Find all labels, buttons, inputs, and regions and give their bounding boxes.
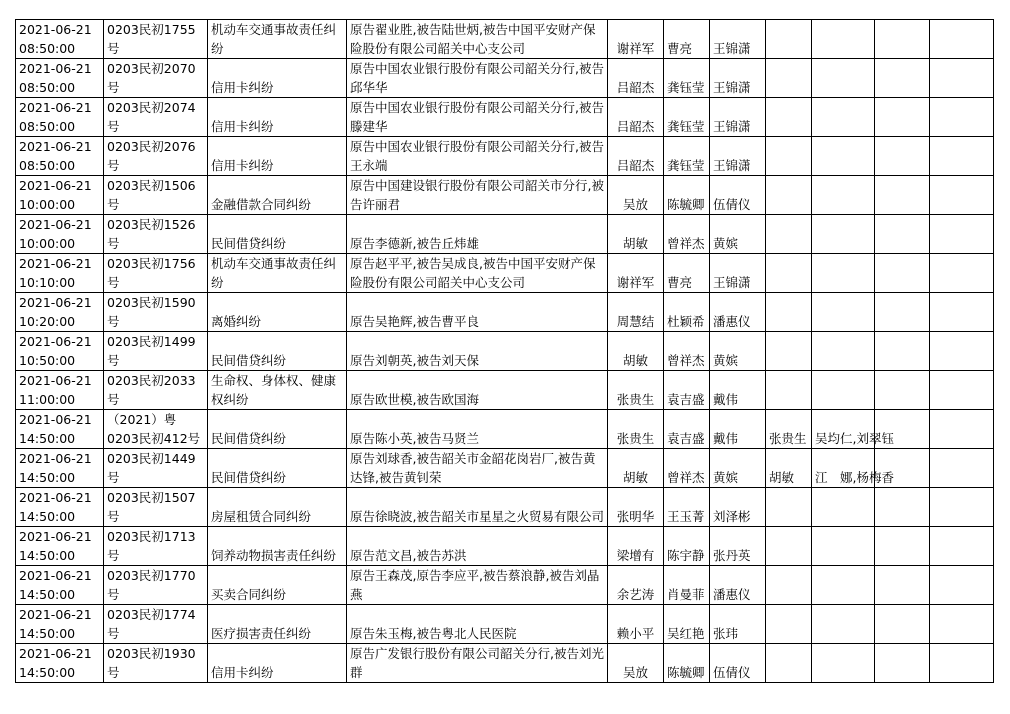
extra-note [875, 176, 930, 215]
hearing-date: 2021-06-21 [19, 529, 92, 544]
extra-note [875, 137, 930, 176]
case-number: 0203民初1756 号 [104, 254, 208, 293]
hearing-datetime [16, 410, 104, 449]
court-clerk: 黄嫔 [710, 215, 766, 254]
table-row [16, 137, 994, 176]
case-cause: 民间借贷纠纷 [208, 215, 347, 254]
presiding-judge: 谢祥军 [608, 254, 664, 293]
table-row [16, 215, 994, 254]
empty-cell [930, 644, 994, 683]
case-cause: 房屋租赁合同纠纷 [208, 488, 347, 527]
extra-judge [766, 488, 812, 527]
case-cause: 信用卡纠纷 [208, 98, 347, 137]
case-number: 0203民初1774 号 [104, 605, 208, 644]
hearing-date: 2021-06-21 [19, 334, 92, 349]
hearing-time: 14:50:00 [19, 626, 76, 641]
hearing-time: 10:20:00 [19, 314, 76, 329]
hearing-date: 2021-06-21 [19, 217, 92, 232]
judge-assistant: 曾祥杰 [664, 449, 710, 488]
judge-assistant: 陈毓卿 [664, 644, 710, 683]
hearing-time: 14:50:00 [19, 587, 76, 602]
presiding-judge: 胡敏 [608, 215, 664, 254]
table-row [16, 566, 994, 605]
case-parties: 原告中国农业银行股份有限公司韶关分行,被告邱华华 [347, 59, 608, 98]
case-cause: 信用卡纠纷 [208, 137, 347, 176]
table-row [16, 98, 994, 137]
hearing-datetime [16, 332, 104, 371]
hearing-date: 2021-06-21 [19, 139, 92, 154]
extra-judge [766, 137, 812, 176]
court-clerk: 伍倩仪 [710, 176, 766, 215]
hearing-time: 14:50:00 [19, 665, 76, 680]
hearing-date: 2021-06-21 [19, 490, 92, 505]
empty-cell [930, 410, 994, 449]
extra-judge [766, 605, 812, 644]
presiding-judge: 余艺涛 [608, 566, 664, 605]
case-cause: 信用卡纠纷 [208, 59, 347, 98]
hearing-date: 2021-06-21 [19, 295, 92, 310]
extra-jurors [812, 644, 875, 683]
judge-assistant: 陈毓卿 [664, 176, 710, 215]
hearing-time: 10:50:00 [19, 353, 76, 368]
empty-cell [930, 137, 994, 176]
extra-judge [766, 644, 812, 683]
hearing-datetime [16, 254, 104, 293]
judge-assistant: 曾祥杰 [664, 215, 710, 254]
hearing-datetime [16, 644, 104, 683]
case-cause: 饲养动物损害责任纠纷 [208, 527, 347, 566]
case-parties: 原告刘球香,被告韶关市金韶花岗岩厂,被告黄达锋,被告黄钊荣 [347, 449, 608, 488]
hearing-datetime [16, 59, 104, 98]
court-clerk: 王锦潇 [710, 59, 766, 98]
hearing-date: 2021-06-21 [19, 568, 92, 583]
case-parties: 原告中国农业银行股份有限公司韶关分行,被告王永端 [347, 137, 608, 176]
judge-assistant: 肖曼菲 [664, 566, 710, 605]
empty-cell [930, 293, 994, 332]
extra-note [875, 371, 930, 410]
table-row [16, 20, 994, 59]
extra-judge [766, 176, 812, 215]
hearing-datetime [16, 176, 104, 215]
judge-assistant: 陈宇静 [664, 527, 710, 566]
table-row [16, 527, 994, 566]
empty-cell [930, 254, 994, 293]
hearing-date: 2021-06-21 [19, 178, 92, 193]
case-parties: 原告欧世模,被告欧国海 [347, 371, 608, 410]
extra-judge: 张贵生 [766, 410, 812, 449]
extra-note [875, 59, 930, 98]
case-number: 0203民初2070 号 [104, 59, 208, 98]
case-parties: 原告王森茂,原告李应平,被告蔡浪静,被告刘晶燕 [347, 566, 608, 605]
empty-cell [930, 527, 994, 566]
hearing-date: 2021-06-21 [19, 100, 92, 115]
table-row [16, 59, 994, 98]
case-parties: 原告陈小英,被告马贤兰 [347, 410, 608, 449]
presiding-judge: 吴放 [608, 176, 664, 215]
hearing-date: 2021-06-21 [19, 412, 92, 427]
hearing-time: 08:50:00 [19, 158, 76, 173]
presiding-judge: 胡敏 [608, 449, 664, 488]
case-cause: 金融借款合同纠纷 [208, 176, 347, 215]
case-number: 0203民初1930 号 [104, 644, 208, 683]
case-number: 0203民初1713 号 [104, 527, 208, 566]
case-parties: 原告中国农业银行股份有限公司韶关分行,被告滕建华 [347, 98, 608, 137]
court-clerk: 王锦潇 [710, 98, 766, 137]
extra-judge [766, 20, 812, 59]
hearing-date: 2021-06-21 [19, 256, 92, 271]
extra-jurors [812, 332, 875, 371]
hearing-time: 14:50:00 [19, 509, 76, 524]
court-clerk: 戴伟 [710, 410, 766, 449]
hearing-time: 08:50:00 [19, 119, 76, 134]
extra-jurors [812, 293, 875, 332]
empty-cell [930, 566, 994, 605]
extra-note [875, 605, 930, 644]
extra-note [875, 254, 930, 293]
hearing-date: 2021-06-21 [19, 646, 92, 661]
table-row [16, 293, 994, 332]
hearing-date: 2021-06-21 [19, 373, 92, 388]
case-parties: 原告中国建设银行股份有限公司韶关市分行,被告许丽君 [347, 176, 608, 215]
court-clerk: 王锦潇 [710, 137, 766, 176]
hearing-date: 2021-06-21 [19, 61, 92, 76]
case-parties: 原告赵平平,被告吴成良,被告中国平安财产保险股份有限公司韶关中心支公司 [347, 254, 608, 293]
hearing-datetime [16, 215, 104, 254]
hearing-datetime [16, 371, 104, 410]
case-number: 0203民初1770 号 [104, 566, 208, 605]
case-parties: 原告徐晓波,被告韶关市星星之火贸易有限公司 [347, 488, 608, 527]
hearing-datetime [16, 137, 104, 176]
extra-jurors: 江 娜,杨梅香 [812, 449, 875, 488]
court-clerk: 王锦潇 [710, 20, 766, 59]
judge-assistant: 龚钰莹 [664, 98, 710, 137]
case-parties: 原告翟业胜,被告陆世炳,被告中国平安财产保险股份有限公司韶关中心支公司 [347, 20, 608, 59]
case-parties: 原告广发银行股份有限公司韶关分行,被告刘光群 [347, 644, 608, 683]
empty-cell [930, 488, 994, 527]
presiding-judge: 吕韶杰 [608, 59, 664, 98]
court-clerk: 张丹英 [710, 527, 766, 566]
extra-jurors [812, 371, 875, 410]
presiding-judge: 赖小平 [608, 605, 664, 644]
presiding-judge: 吕韶杰 [608, 98, 664, 137]
hearing-schedule-table [15, 19, 994, 683]
hearing-datetime [16, 488, 104, 527]
case-cause: 买卖合同纠纷 [208, 566, 347, 605]
judge-assistant: 龚钰莹 [664, 137, 710, 176]
judge-assistant: 曹亮 [664, 254, 710, 293]
judge-assistant: 袁吉盛 [664, 371, 710, 410]
table-body [16, 20, 994, 683]
extra-note [875, 20, 930, 59]
court-clerk: 黄嫔 [710, 332, 766, 371]
case-parties: 原告朱玉梅,被告粤北人民医院 [347, 605, 608, 644]
extra-note [875, 293, 930, 332]
table-row [16, 410, 994, 449]
case-parties: 原告刘朝英,被告刘天保 [347, 332, 608, 371]
table-row [16, 449, 994, 488]
table-row [16, 488, 994, 527]
empty-cell [930, 20, 994, 59]
hearing-time: 11:00:00 [19, 392, 76, 407]
judge-assistant: 曾祥杰 [664, 332, 710, 371]
extra-jurors [812, 215, 875, 254]
table-row [16, 644, 994, 683]
table-row [16, 332, 994, 371]
hearing-date: 2021-06-21 [19, 451, 92, 466]
case-cause: 民间借贷纠纷 [208, 332, 347, 371]
extra-note [875, 527, 930, 566]
case-cause: 机动车交通事故责任纠 纷 [208, 254, 347, 293]
case-number: 0203民初1507 号 [104, 488, 208, 527]
case-parties: 原告李德新,被告丘炜雄 [347, 215, 608, 254]
extra-jurors [812, 527, 875, 566]
case-number: 0203民初1499 号 [104, 332, 208, 371]
empty-cell [930, 332, 994, 371]
extra-note [875, 644, 930, 683]
case-cause: 机动车交通事故责任纠 纷 [208, 20, 347, 59]
extra-jurors [812, 98, 875, 137]
extra-judge [766, 215, 812, 254]
hearing-datetime [16, 527, 104, 566]
court-clerk: 伍倩仪 [710, 644, 766, 683]
case-number: 0203民初1526 号 [104, 215, 208, 254]
extra-jurors [812, 59, 875, 98]
hearing-time: 10:00:00 [19, 236, 76, 251]
case-cause: 离婚纠纷 [208, 293, 347, 332]
extra-judge [766, 527, 812, 566]
court-clerk: 黄嫔 [710, 449, 766, 488]
hearing-datetime [16, 98, 104, 137]
extra-note [875, 332, 930, 371]
hearing-datetime [16, 566, 104, 605]
case-cause: 民间借贷纠纷 [208, 449, 347, 488]
judge-assistant: 袁吉盛 [664, 410, 710, 449]
court-clerk: 张玮 [710, 605, 766, 644]
presiding-judge: 梁增有 [608, 527, 664, 566]
extra-jurors [812, 20, 875, 59]
hearing-time: 10:10:00 [19, 275, 76, 290]
extra-judge [766, 254, 812, 293]
empty-cell [930, 449, 994, 488]
empty-cell [930, 176, 994, 215]
empty-cell [930, 98, 994, 137]
hearing-time: 10:00:00 [19, 197, 76, 212]
court-clerk: 潘惠仪 [710, 293, 766, 332]
hearing-date: 2021-06-21 [19, 22, 92, 37]
extra-note [875, 98, 930, 137]
hearing-datetime [16, 449, 104, 488]
hearing-time: 14:50:00 [19, 470, 76, 485]
extra-jurors: 吴均仁,刘翠钰 [812, 410, 875, 449]
extra-note [875, 566, 930, 605]
judge-assistant: 吴红艳 [664, 605, 710, 644]
presiding-judge: 张明华 [608, 488, 664, 527]
case-number: （2021）粤 0203民初412号 [104, 410, 208, 449]
empty-cell [930, 215, 994, 254]
case-parties: 原告吴艳辉,被告曹平良 [347, 293, 608, 332]
extra-judge [766, 371, 812, 410]
case-cause: 民间借贷纠纷 [208, 410, 347, 449]
extra-judge [766, 98, 812, 137]
hearing-datetime [16, 293, 104, 332]
case-number: 0203民初1755 号 [104, 20, 208, 59]
extra-jurors [812, 605, 875, 644]
case-cause: 医疗损害责任纠纷 [208, 605, 347, 644]
extra-judge [766, 566, 812, 605]
table-row [16, 371, 994, 410]
table-row [16, 176, 994, 215]
hearing-datetime [16, 605, 104, 644]
presiding-judge: 吴放 [608, 644, 664, 683]
extra-jurors [812, 176, 875, 215]
case-number: 0203民初1590 号 [104, 293, 208, 332]
table-row [16, 254, 994, 293]
case-number: 0203民初2074 号 [104, 98, 208, 137]
empty-cell [930, 605, 994, 644]
judge-assistant: 杜颖希 [664, 293, 710, 332]
presiding-judge: 谢祥军 [608, 20, 664, 59]
table-row [16, 605, 994, 644]
empty-cell [930, 59, 994, 98]
case-parties: 原告范文昌,被告苏洪 [347, 527, 608, 566]
presiding-judge: 周慧结 [608, 293, 664, 332]
presiding-judge: 张贵生 [608, 410, 664, 449]
case-cause: 信用卡纠纷 [208, 644, 347, 683]
case-number: 0203民初1506 号 [104, 176, 208, 215]
judge-assistant: 王玉菁 [664, 488, 710, 527]
presiding-judge: 胡敏 [608, 332, 664, 371]
hearing-datetime [16, 20, 104, 59]
hearing-date: 2021-06-21 [19, 607, 92, 622]
hearing-time: 08:50:00 [19, 41, 76, 56]
extra-judge [766, 293, 812, 332]
court-clerk: 王锦潇 [710, 254, 766, 293]
case-cause: 生命权、身体权、健康 权纠纷 [208, 371, 347, 410]
hearing-time: 08:50:00 [19, 80, 76, 95]
empty-cell [930, 371, 994, 410]
hearing-time: 14:50:00 [19, 548, 76, 563]
judge-assistant: 龚钰莹 [664, 59, 710, 98]
extra-judge [766, 332, 812, 371]
extra-note [875, 488, 930, 527]
judge-assistant: 曹亮 [664, 20, 710, 59]
court-clerk: 戴伟 [710, 371, 766, 410]
extra-jurors [812, 488, 875, 527]
court-clerk: 潘惠仪 [710, 566, 766, 605]
extra-jurors [812, 566, 875, 605]
hearing-time: 14:50:00 [19, 431, 76, 446]
extra-jurors [812, 254, 875, 293]
presiding-judge: 张贵生 [608, 371, 664, 410]
presiding-judge: 吕韶杰 [608, 137, 664, 176]
extra-judge [766, 59, 812, 98]
extra-jurors [812, 137, 875, 176]
case-number: 0203民初2076 号 [104, 137, 208, 176]
court-clerk: 刘泽彬 [710, 488, 766, 527]
extra-judge: 胡敏 [766, 449, 812, 488]
case-number: 0203民初2033 号 [104, 371, 208, 410]
extra-note [875, 215, 930, 254]
case-number: 0203民初1449 号 [104, 449, 208, 488]
